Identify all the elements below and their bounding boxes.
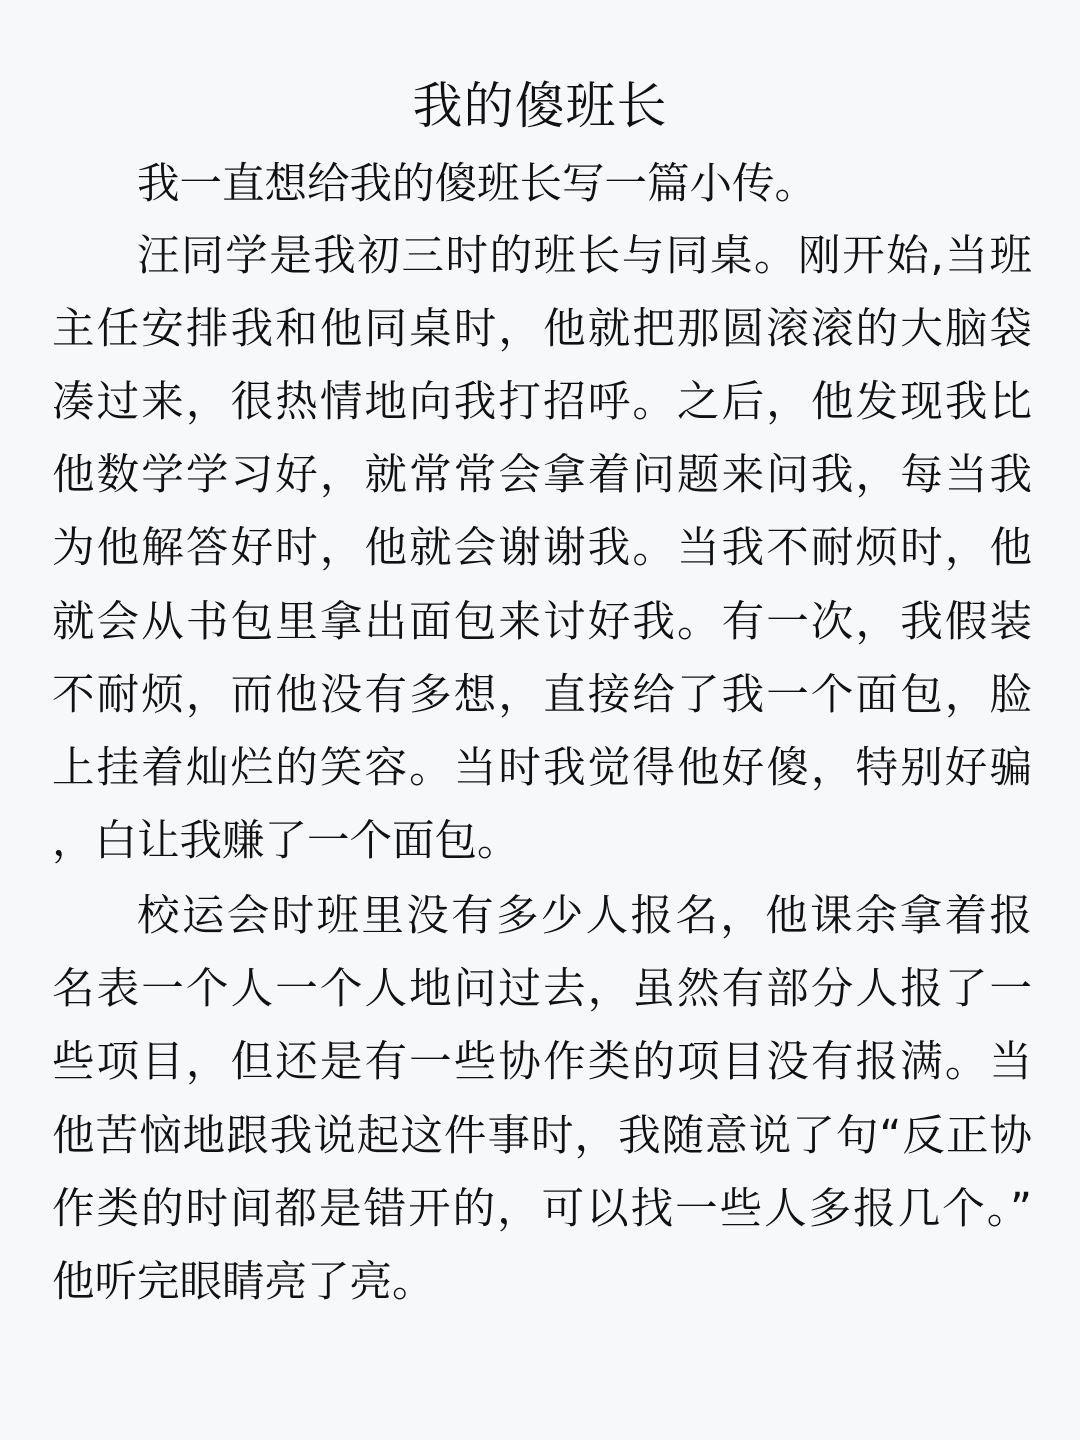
essay-line-7: 就会从书包里拿出面包来讨好我。有一次，我假装	[52, 598, 1032, 647]
essay-line-3: 主任安排我和他同桌时，他就把那圆滚滚的大脑袋	[52, 305, 1032, 354]
essay-line-2: 汪同学是我初三时的班长与同桌。刚开始,当班	[137, 232, 1032, 281]
essay-line-9: 上挂着灿烂的笑容。当时我觉得他好傻，特别好骗	[52, 744, 1032, 793]
essay-line-11: 校运会时班里没有多少人报名，他课余拿着报	[137, 892, 1032, 941]
essay-line-6: 为他解答好时，他就会谢谢我。当我不耐烦时，他	[52, 524, 1032, 573]
essay-line-4: 凑过来，很热情地向我打招呼。之后，他发现我比	[52, 378, 1032, 427]
essay-line-1: 我一直想给我的傻班长写一篇小传。	[137, 160, 818, 209]
essay-line-14: 他苦恼地跟我说起这件事时，我随意说了句“反正协	[52, 1112, 1032, 1161]
essay-title: 我的傻班长	[412, 77, 668, 135]
essay-line-16: 他听完眼睛亮了亮。	[52, 1258, 435, 1307]
essay-line-10: ，白让我赚了一个面包。	[52, 817, 520, 866]
essay-line-12: 名表一个人一个人地问过去，虽然有部分人报了一	[52, 965, 1032, 1014]
essay-line-5: 他数学学习好，就常常会拿着问题来问我，每当我	[52, 451, 1032, 500]
essay-line-13: 些项目，但还是有一些协作类的项目没有报满。当	[52, 1038, 1032, 1087]
essay-line-8: 不耐烦，而他没有多想，直接给了我一个面包，脸	[52, 671, 1032, 720]
essay-line-15: 作类的时间都是错开的，可以找一些人多报几个。”	[52, 1185, 1032, 1234]
